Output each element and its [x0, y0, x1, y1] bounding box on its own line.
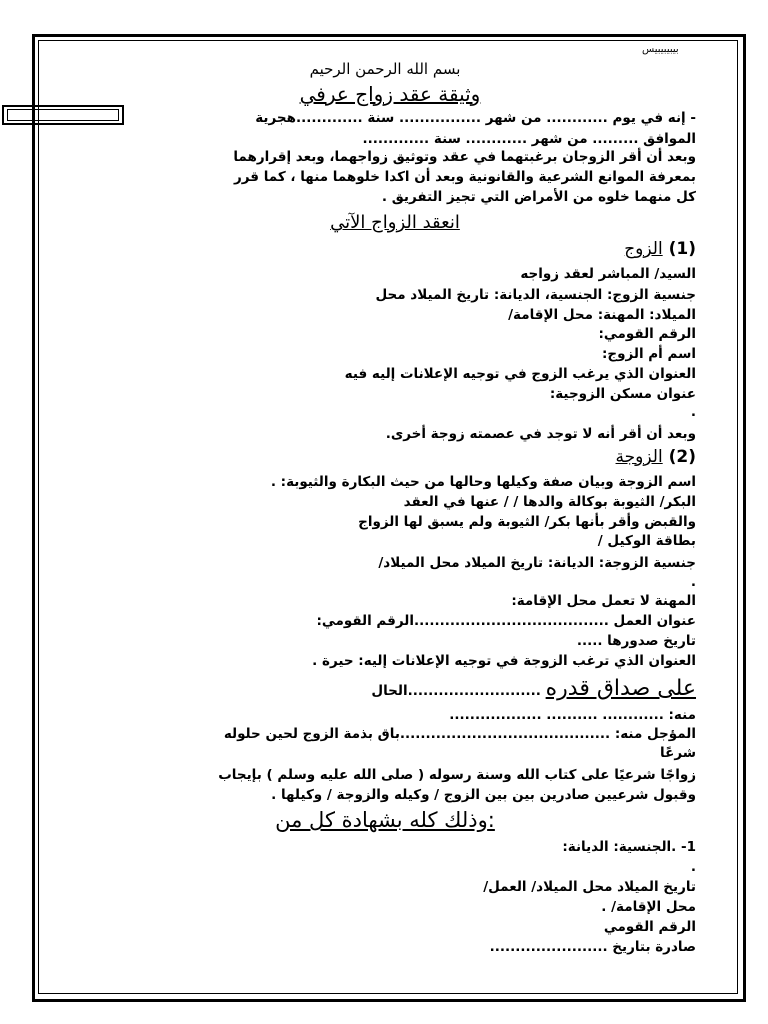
top-note: بيبيبيبيس — [642, 44, 679, 55]
husband-line-4: الرقم القومي: — [598, 326, 696, 342]
dowry-line-4: زواجًا شرعيًا على كتاب الله وسنة رسوله ( صلى الله عليه وسلم ) بإيجاب — [218, 767, 696, 783]
husband-line-6: العنوان الذي يرغب الزوج في توجيه الإعلانات إليه فيه — [344, 366, 696, 382]
wife-number: (2) — [668, 447, 696, 467]
intro-line-5: كل منهما خلوه من الأمراض التي تجيز التفريق . — [381, 189, 696, 205]
witness-line-5: الرقم القومي — [603, 919, 696, 935]
wife-line-10: العنوان الذي ترغب الزوجة في توجيه الإعلانات إليه: حيرة . — [312, 653, 696, 669]
intro-line-2: الموافق ......... من شهر ............ سنة ............. — [362, 131, 696, 147]
dowry-heading-tail: ..........................الحال — [371, 683, 546, 699]
dowry-line-5: وقبول شرعيين صادرين بين بين الزوج / وكيله والزوجة / وكيلها . — [271, 787, 696, 803]
wife-heading — [616, 448, 696, 466]
intro-line-4: بمعرفة الموانع الشرعية والقانونية وبعد أن اكدا خلوهما منها ، كما قرر — [234, 169, 696, 185]
wife-line-9: تاريخ صدورها ..... — [576, 633, 696, 649]
husband-line-8: . — [690, 404, 696, 420]
wife-line-5: جنسية الزوجة: الديانة: تاريخ الميلاد محل الميلاد/ — [378, 555, 696, 571]
witness-line-4: محل الإقامة/ . — [601, 899, 696, 915]
witness-heading: وذلك كله بشهادة كل من: — [275, 808, 495, 832]
dowry-heading-line — [371, 676, 696, 704]
husband-title: الزوج — [624, 239, 663, 259]
dowry-heading: على صداق قدره — [545, 676, 696, 701]
wife-line-4: بطاقة الوكيل / — [597, 533, 696, 549]
husband-number: (1) — [668, 239, 696, 259]
husband-line-5: اسم أم الزوج: — [601, 346, 696, 362]
witness-line-3: تاريخ الميلاد محل الميلاد/ العمل/ — [483, 879, 696, 895]
husband-line-7: عنوان مسكن الزوجية: — [549, 386, 696, 402]
wife-line-3: والقبض وأقر بأنها بكر/ الثيوبة ولم يسبق لها الزواج — [358, 514, 696, 530]
wife-line-8: عنوان العمل ......................................الرقم القومي: — [316, 613, 696, 629]
witness-line-1: 1- .الجنسية: الديانة: — [562, 839, 696, 855]
intro-line-1: - إنه في يوم ............ من شهر ................ سنة .............هجرية — [255, 110, 696, 126]
husband-line-3: الميلاد: المهنة: محل الإقامة/ — [508, 307, 696, 323]
witness-line-2: . — [690, 859, 696, 875]
wife-title: الزوجة — [615, 447, 663, 467]
husband-heading — [624, 240, 696, 258]
wife-line-2: البكر/ الثيوبة بوكالة والدها / / عنها في العقد — [403, 494, 696, 510]
dowry-line-2: المؤجل منه: .........................................باق بذمة الزوج لحين حلوله — [223, 726, 696, 742]
witness-line-6: صادرة بتاريخ ....................... — [489, 939, 696, 955]
dowry-line-1: منه: ............ .......... .................. — [449, 707, 696, 723]
wife-line-6: . — [690, 574, 696, 590]
wife-line-1: اسم الزوجة وبيان صفة وكيلها وحالها من حيث البكارة والثيوبة: . — [270, 474, 696, 490]
husband-line-9: وبعد أن أقر أنه لا توجد في عصمته زوجة أخرى. — [385, 426, 696, 442]
husband-line-2: جنسية الزوج: الجنسية، الديانة: تاريخ الميلاد محل — [375, 287, 696, 303]
wife-line-7: المهنة لا تعمل محل الإقامة: — [511, 593, 696, 609]
contract-heading: انعقد الزواج الآتي — [330, 212, 460, 233]
basmala: بسم الله الرحمن الرحيم — [309, 60, 461, 78]
document-title: وثيقة عقد زواج عرفي — [299, 82, 481, 106]
husband-line-1: السيد/ المباشر لعقد زواجه — [520, 266, 696, 282]
intro-line-3: وبعد أن أقر الزوجان برغبتهما في عقد وتوثيق زواجهما، وبعد إقرارهما — [233, 149, 696, 165]
decorative-box — [2, 105, 124, 125]
dowry-line-3: شرعًا — [660, 745, 696, 761]
